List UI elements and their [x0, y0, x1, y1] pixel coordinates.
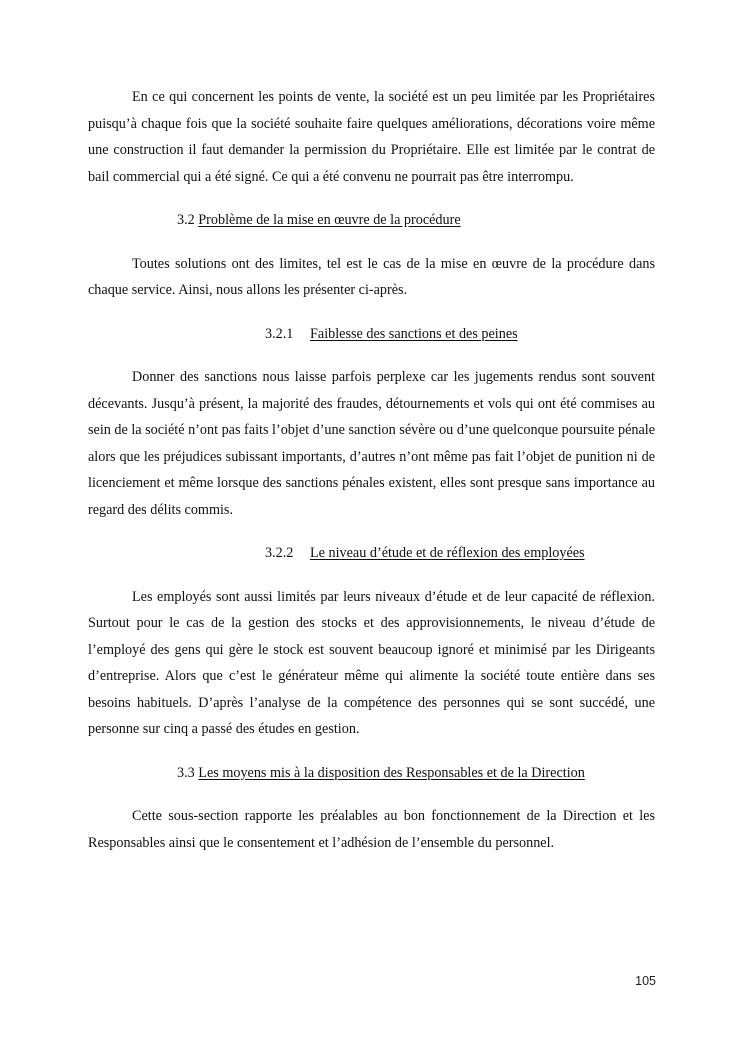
paragraph-points-de-vente: En ce qui concernent les points de vente, la société est un peu limitée par les Propriétaires puisqu’à chaque fois que la société souhaite faire quelques améliorations, décorations voire même une construction il faut demander la permission du Propriétaire. Elle est limitée par le contrat de bail commercial qui a été signé. Ce qui a été convenu ne pourrait pas être interrompu.	[88, 89, 655, 185]
paragraph-niveau-etude: Les employés sont aussi limités par leurs niveaux d’étude et de leur capacité de réflexion. Surtout pour le cas de la gestion des stocks et des approvisionnements, le niveau d’étude de l’employé des gens qui gère le stock est souvent beaucoup ignoré et minimisé par les Dirigeants d’entreprise. Alors que c’est le générateur même qui alimente la société toute entière dans ses besoins habituels. D’après l’analyse de la compétence des personnes qui se sont succédé, une personne sur cinq a passé des études en gestion.	[88, 588, 655, 737]
heading-3-3	[88, 760, 655, 787]
heading-3-2-1-number: 3.2.1	[265, 325, 294, 342]
heading-3-2	[88, 207, 655, 234]
heading-3-2-2-number: 3.2.2	[265, 545, 294, 561]
document-page	[88, 84, 655, 856]
heading-3-2-2	[88, 540, 655, 567]
page-number: 105	[635, 974, 656, 988]
heading-3-2-2-title: Le niveau d’étude et de réflexion des employées	[310, 545, 585, 561]
heading-3-2-title: Problème de la mise en œuvre de la procédure	[198, 212, 461, 228]
heading-3-3-title: Les moyens mis à la disposition des Responsables et de la Direction	[198, 764, 585, 781]
heading-3-2-number: 3.2	[177, 212, 195, 228]
paragraph-sanctions: Donner des sanctions nous laisse parfois perplexe car les jugements rendus sont souvent décevants. Jusqu’à présent, la majorité des fraudes, détournements et vols qui ont été commises au sein de la société n’ont pas faits l’objet d’une sanction sévère ou d’une quelconque poursuite pénale alors que les préjudices subissant importants, d’autres n’ont même pas fait l’objet de punition ni de licenciement et même lorsque des sanctions pénales existent, elles sont presque sans importance au regard des délits commis.	[88, 369, 655, 518]
heading-3-3-number: 3.3	[177, 764, 195, 781]
paragraph-limites-procedure: Toutes solutions ont des limites, tel est le cas de la mise en œuvre de la procédure dans chaque service. Ainsi, nous allons les présenter ci-après.	[88, 255, 655, 298]
heading-3-2-1	[88, 321, 655, 348]
paragraph-sous-section: Cette sous-section rapporte les préalables au bon fonctionnement de la Direction et les Responsables ainsi que le consentement et l’adhésion de l’ensemble du personnel.	[88, 808, 655, 851]
heading-3-2-1-title: Faiblesse des sanctions et des peines	[310, 325, 518, 342]
